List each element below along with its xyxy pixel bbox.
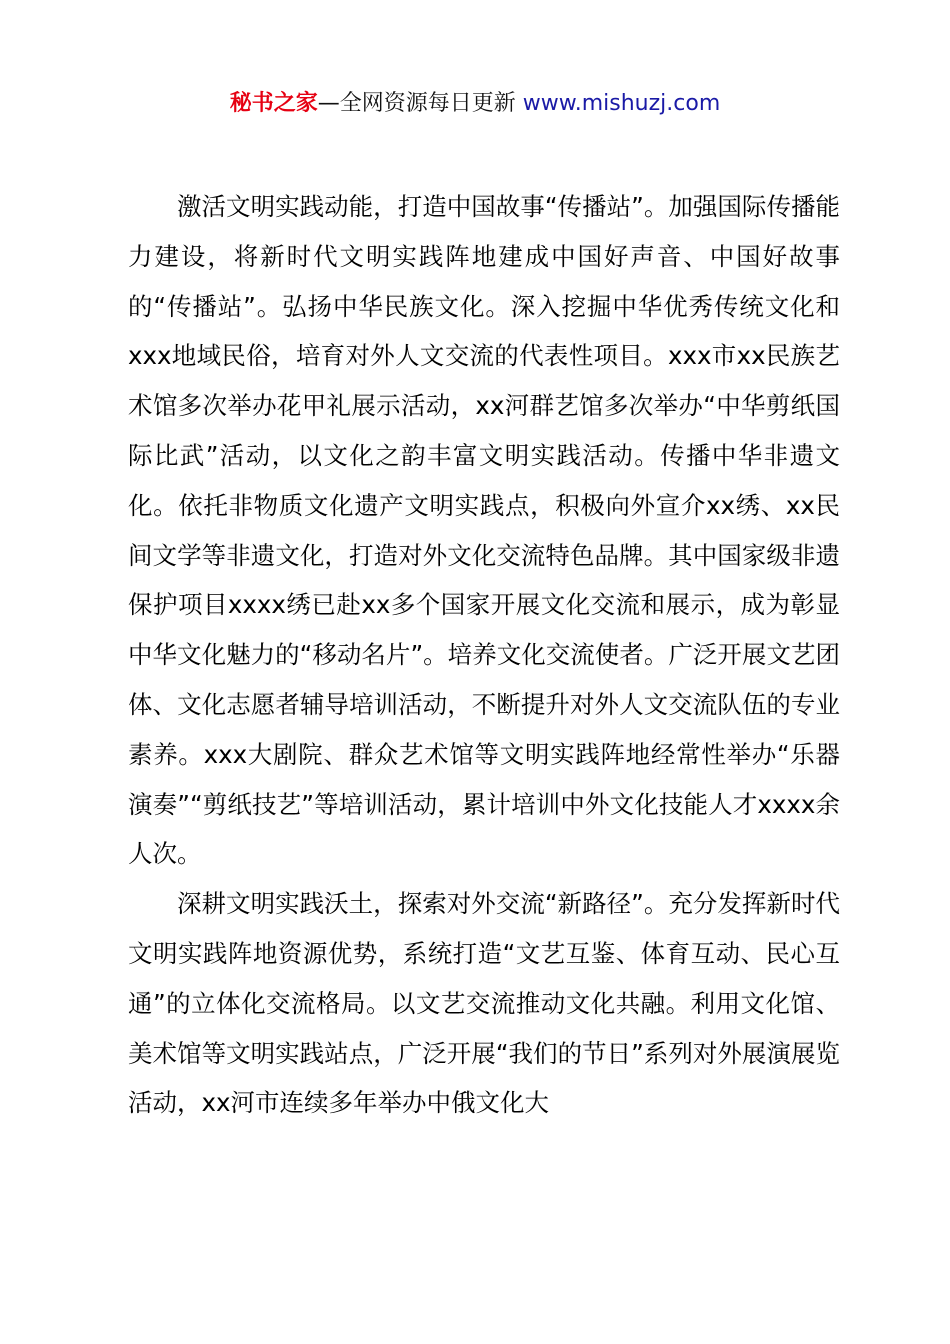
website-link[interactable]: www.mishuzj.com: [522, 91, 721, 116]
header-slogan: —全网资源每日更新: [317, 91, 516, 116]
document-body: [128, 182, 840, 1128]
brand-name: 秘书之家: [229, 91, 318, 116]
paragraph-2: 深耕文明实践沃土，探索对外交流“新路径”。充分发挥新时代文明实践阵地资源优势，系统打造“文艺互鉴、体育互动、民心互通”的立体化交流格局。以文艺交流推动文化共融。利用文化馆、美术馆等文明实践站点，广泛开展“我们的节日”系列对外展演展览活动，xx河市连续多年举办中俄文化大: [128, 889, 840, 1118]
paragraph-1: 激活文明实践动能，打造中国故事“传播站”。加强国际传播能力建设，将新时代文明实践阵地建成中国好声音、中国好故事的“传播站”。弘扬中华民族文化。深入挖掘中华优秀传统文化和xxx地域民俗，培育对外人文交流的代表性项目。xxx市xx民族艺术馆多次举办花甲礼展示活动，xx河群艺馆多次举办“中华剪纸国际比武”活动，以文化之韵丰富文明实践活动。传播中华非遗文化。依托非物质文化遗产文明实践点，积极向外宣介xx绣、xx民间文学等非遗文化，打造对外文化交流特色品牌。其中国家级非遗保护项目xxxx绣已赴xx多个国家开展文化交流和展示，成为彰显中华文化魅力的“移动名片”。培养文化交流使者。广泛开展文艺团体、文化志愿者辅导培训活动，不断提升对外人文交流队伍的专业素养。xxx大剧院、群众艺术馆等文明实践阵地经常性举办“乐器演奏”“剪纸技艺”等培训活动，累计培训中外文化技能人才xxxx余人次。: [128, 192, 840, 869]
page-header: [0, 88, 950, 120]
